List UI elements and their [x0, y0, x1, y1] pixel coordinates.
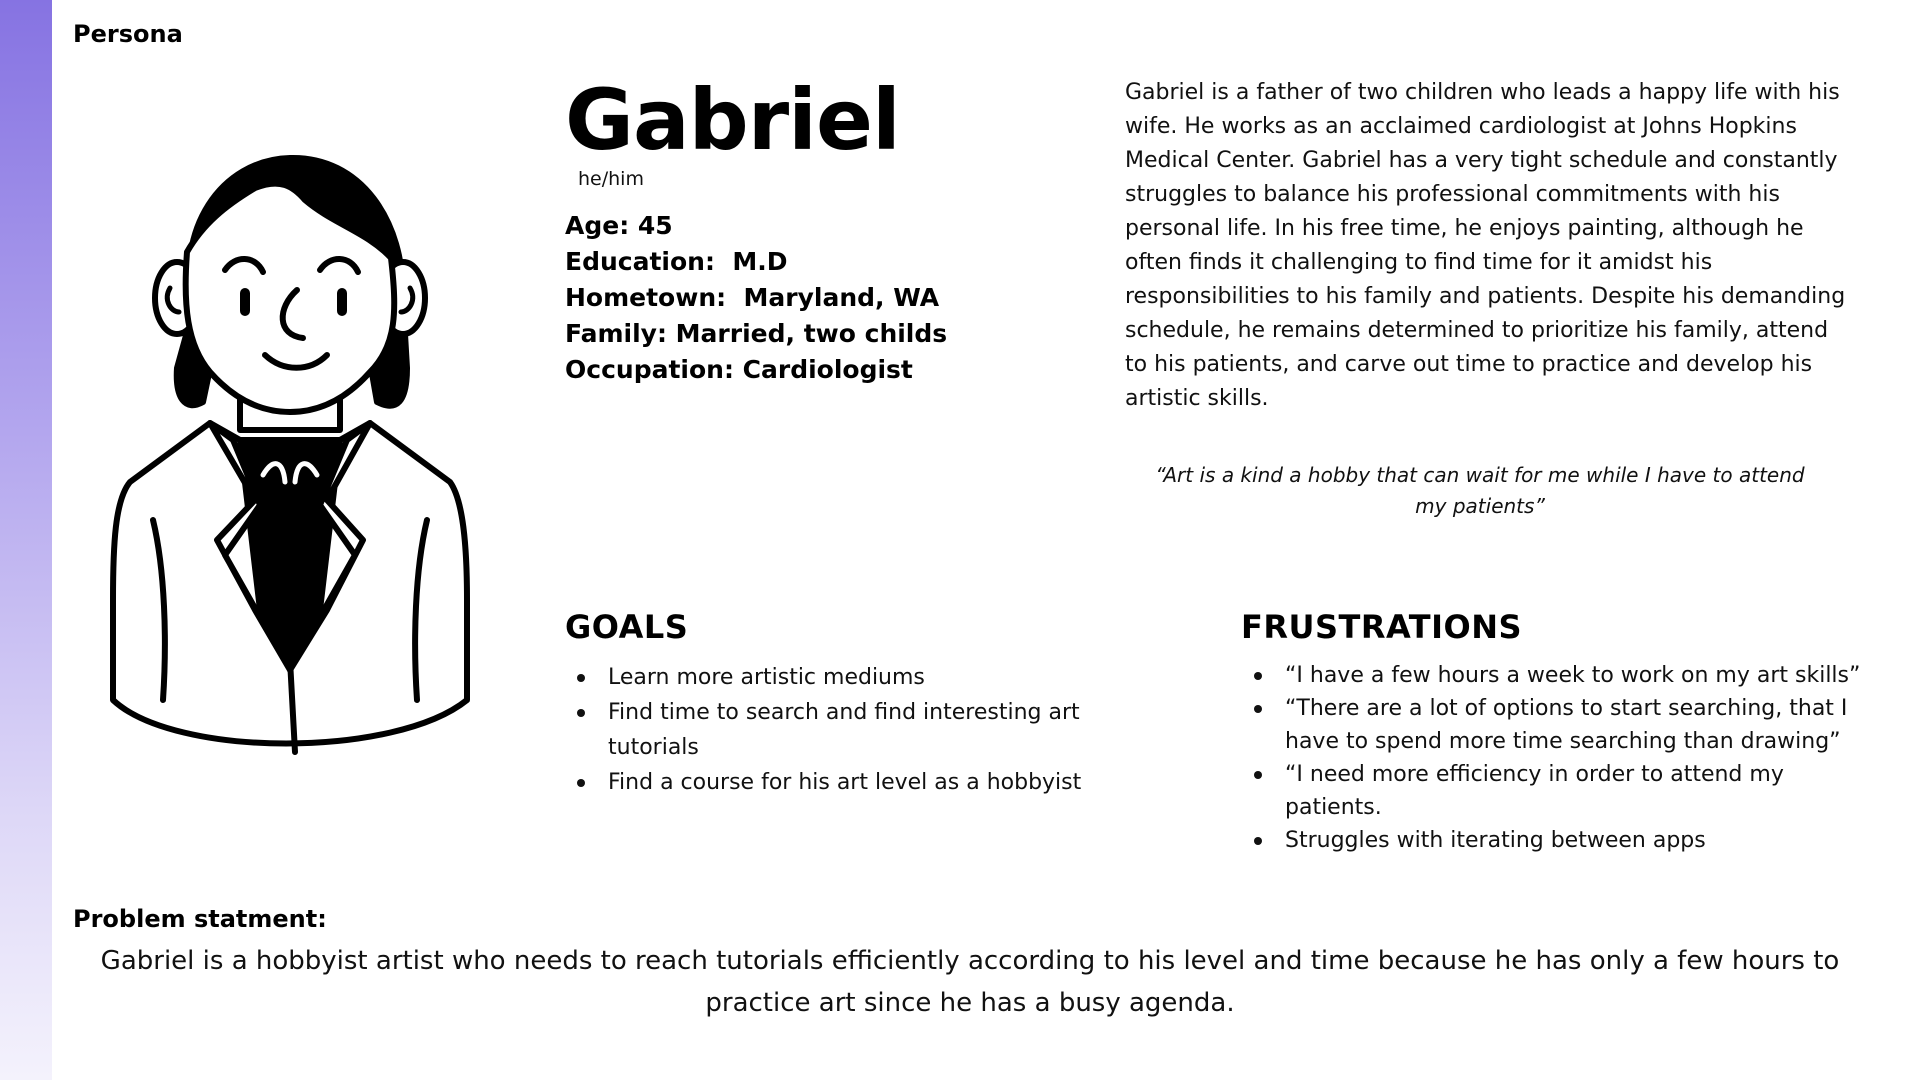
- list-item: “There are a lot of options to start searching, that I have to spend more time searching than drawing”: [1244, 692, 1864, 758]
- persona-bio: Gabriel is a father of two children who leads a happy life with his wife. He works as an acclaimed cardiologist at Johns Hopkins Medical Center. Gabriel has a very tight schedule and constantly struggles to balance his professional commitments with his personal life. In his free time, he enjoys painting, although he often finds it challenging to find time for it amidst his responsibilities to his family and patients. Despite his demanding schedule, he remains determined to prioritize his family, attend to his patients, and carve out time to practice and develop his artistic skills.: [1125, 80, 1846, 411]
- problem-statement-text: Gabriel is a hobbyist artist who needs to reach tutorials efficiently according to his level and time because he has only a few hours to practice art since he has a busy agenda.: [100, 946, 1840, 1018]
- frustrations-heading: FRUSTRATIONS: [1241, 608, 1523, 646]
- fact-hometown: Hometown: Maryland, WA: [565, 283, 940, 312]
- list-item: Find a course for his art level as a hobbyist: [567, 765, 1127, 800]
- fact-occupation: Occupation: Cardiologist: [565, 355, 913, 384]
- goals-heading: GOALS: [565, 608, 689, 646]
- goals-list: [567, 660, 1127, 800]
- persona-facts: [565, 208, 947, 388]
- list-item: Learn more artistic mediums: [567, 660, 1127, 695]
- problem-statement-label: Problem statment:: [73, 905, 327, 933]
- fact-age: Age: 45: [565, 211, 673, 240]
- list-item: Find time to search and find interesting art tutorials: [567, 695, 1127, 765]
- fact-family: Family: Married, two childs: [565, 319, 948, 348]
- persona-name: Gabriel: [565, 71, 900, 169]
- side-accent-bar: [0, 0, 52, 1080]
- frustrations-list: [1244, 659, 1864, 857]
- list-item: “I need more efficiency in order to attend my patients.: [1244, 758, 1864, 824]
- list-item: “I have a few hours a week to work on my art skills”: [1244, 659, 1864, 692]
- section-label: Persona: [73, 20, 183, 48]
- list-item: Struggles with iterating between apps: [1244, 824, 1864, 857]
- fact-education: Education: M.D: [565, 247, 788, 276]
- doctor-avatar-icon: [105, 140, 475, 790]
- persona-pronouns: he/him: [578, 168, 644, 190]
- persona-quote: “Art is a kind a hobby that can wait for me while I have to attend my patients”: [1155, 463, 1805, 518]
